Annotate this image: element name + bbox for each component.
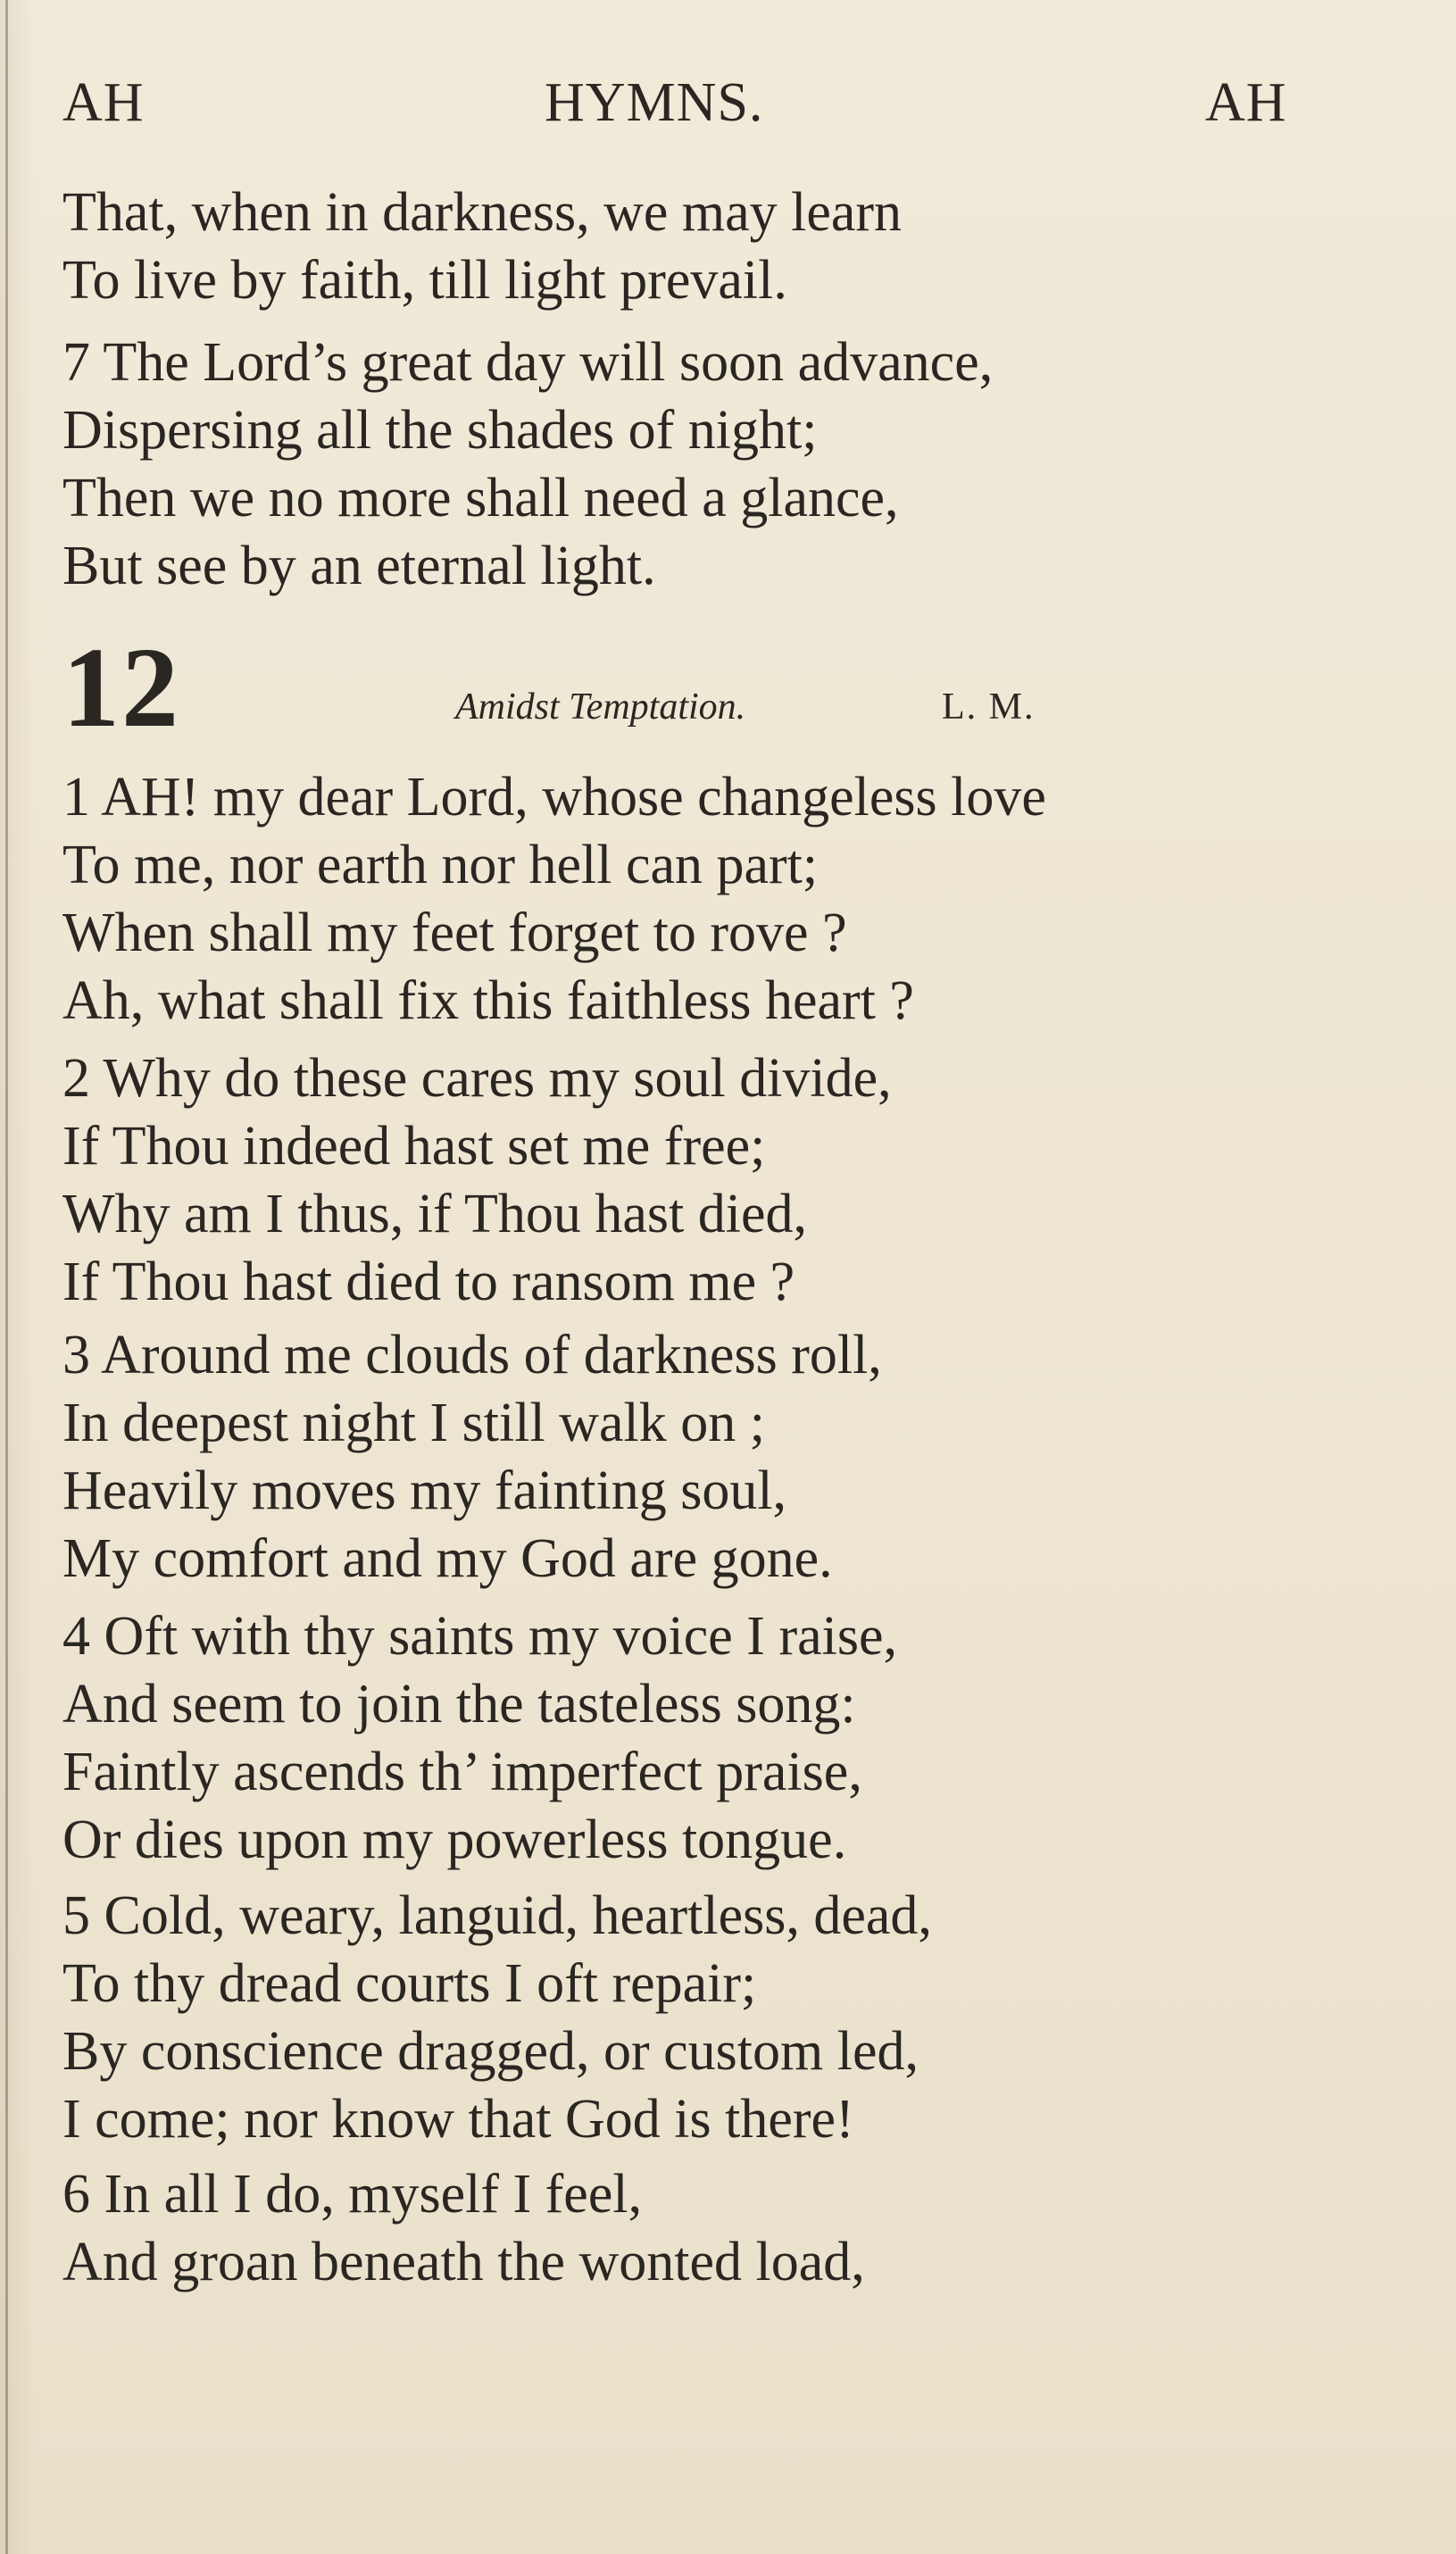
verse-line: And seem to join the tasteless song: bbox=[62, 1674, 856, 1735]
verse-line: I come; nor know that God is there! bbox=[62, 2089, 854, 2150]
verse-line: When shall my feet forget to rove ? bbox=[62, 903, 847, 963]
verse-line: 7 The Lord’s great day will soon advance, bbox=[62, 332, 994, 393]
verse-line: 4 Oft with thy saints my voice I raise, bbox=[62, 1606, 897, 1667]
stanza-2 bbox=[62, 1044, 1366, 1316]
verse-line: Ah, what shall fix this faithless heart ? bbox=[62, 970, 914, 1031]
header-right-catchword: AH bbox=[1205, 72, 1287, 133]
verse-line: To me, nor earth nor hell can part; bbox=[62, 835, 819, 895]
previous-hymn-continuation bbox=[62, 179, 1366, 314]
verse-line: 5 Cold, weary, languid, heartless, dead, bbox=[62, 1885, 932, 1946]
verse-line: Heavily moves my fainting soul, bbox=[62, 1460, 787, 1521]
verse-line: If Thou hast died to ransom me ? bbox=[62, 1252, 795, 1312]
hymn-meter: L. M. bbox=[942, 686, 1036, 728]
verse-line: In deepest night I still walk on ; bbox=[62, 1393, 765, 1453]
stanza-3 bbox=[62, 1321, 1366, 1593]
verse-line: 1 AH! my dear Lord, whose changeless love bbox=[62, 767, 1046, 828]
header-left-catchword: AH bbox=[62, 72, 145, 133]
verse-line: Or dies upon my powerless tongue. bbox=[62, 1809, 847, 1870]
verse-line: To thy dread courts I oft repair; bbox=[62, 1953, 757, 2014]
header-title: HYMNS. bbox=[545, 72, 764, 133]
hymn-number: 12 bbox=[62, 624, 180, 751]
verse-line: 3 Around me clouds of darkness roll, bbox=[62, 1325, 882, 1385]
stanza-1 bbox=[62, 763, 1366, 1035]
verse-line: That, when in darkness, we may learn bbox=[62, 182, 903, 243]
running-header bbox=[62, 71, 1312, 143]
page-binding-edge bbox=[5, 0, 8, 2554]
stanza-6 bbox=[62, 2160, 1366, 2296]
previous-hymn-stanza-7 bbox=[62, 329, 1366, 600]
verse-line: Dispersing all the shades of night; bbox=[62, 400, 818, 461]
hymn-heading bbox=[62, 624, 1366, 751]
verse-line: But see by an eternal light. bbox=[62, 536, 656, 596]
verse-line: My comfort and my God are gone. bbox=[62, 1528, 833, 1589]
hymn-title: Amidst Temptation. bbox=[455, 686, 746, 728]
stanza-4 bbox=[62, 1602, 1366, 1874]
verse-line: If Thou indeed hast set me free; bbox=[62, 1116, 766, 1177]
verse-line: 2 Why do these cares my soul divide, bbox=[62, 1048, 892, 1109]
verse-line: Why am I thus, if Thou hast died, bbox=[62, 1184, 808, 1244]
verse-line: 6 In all I do, myself I feel, bbox=[62, 2164, 643, 2225]
verse-line: And groan beneath the wonted load, bbox=[62, 2232, 865, 2292]
verse-line: By conscience dragged, or custom led, bbox=[62, 2021, 919, 2082]
verse-line: Then we no more shall need a glance, bbox=[62, 468, 899, 528]
verse-line: To live by faith, till light prevail. bbox=[62, 250, 787, 311]
verse-line: Faintly ascends th’ imperfect praise, bbox=[62, 1742, 862, 1802]
stanza-5 bbox=[62, 1882, 1366, 2153]
